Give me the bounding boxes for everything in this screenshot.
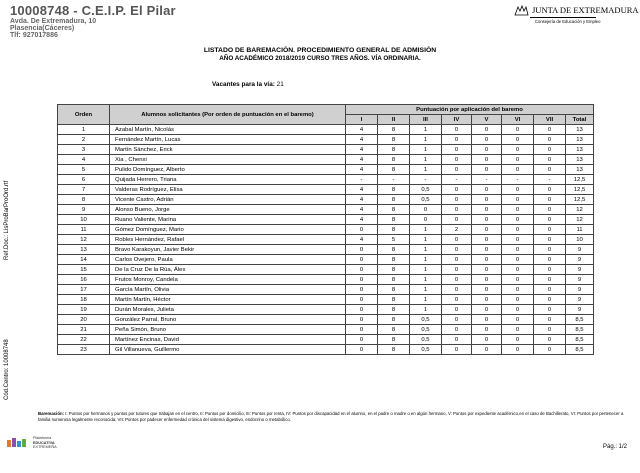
cell-orden: 12 bbox=[58, 235, 110, 245]
cell-v: 0 bbox=[472, 325, 502, 335]
cell-iv: 0 bbox=[442, 245, 472, 255]
table-row bbox=[58, 195, 594, 205]
cell-vii: - bbox=[534, 175, 566, 185]
cell-vii: 0 bbox=[534, 145, 566, 155]
cell-total: 12 bbox=[566, 215, 594, 225]
cell-nombre: Vicente Castro, Adrián bbox=[110, 195, 346, 205]
cell-orden: 3 bbox=[58, 145, 110, 155]
cell-iv: 0 bbox=[442, 205, 472, 215]
rayuela-line2: EDUCATIVA bbox=[33, 440, 55, 445]
cell-ii: 8 bbox=[378, 185, 410, 195]
cell-iii: 0,5 bbox=[410, 315, 442, 325]
table-row bbox=[58, 255, 594, 265]
cell-iii: 1 bbox=[410, 125, 442, 135]
cell-orden: 11 bbox=[58, 225, 110, 235]
cell-i: 0 bbox=[346, 335, 378, 345]
table-row bbox=[58, 235, 594, 245]
cell-vii: 0 bbox=[534, 305, 566, 315]
table-row bbox=[58, 185, 594, 195]
cell-orden: 10 bbox=[58, 215, 110, 225]
cell-nombre: Gómez Domínguez, Mario bbox=[110, 225, 346, 235]
cell-vii: 0 bbox=[534, 135, 566, 145]
cell-vii: 0 bbox=[534, 205, 566, 215]
page-number: Pág.: 1/2 bbox=[603, 444, 628, 450]
cell-i: 0 bbox=[346, 315, 378, 325]
cell-total: 8,5 bbox=[566, 335, 594, 345]
cell-iv: 0 bbox=[442, 125, 472, 135]
cell-i: 0 bbox=[346, 295, 378, 305]
school-city: Plasencia(Cáceres) bbox=[10, 24, 75, 32]
cell-ii: 8 bbox=[378, 165, 410, 175]
cell-orden: 2 bbox=[58, 135, 110, 145]
vacantes-label: Vacantes para la vía: bbox=[212, 81, 275, 88]
cell-total: 13 bbox=[566, 145, 594, 155]
cell-v: 0 bbox=[472, 215, 502, 225]
cell-vi: 0 bbox=[502, 285, 534, 295]
cell-nombre: Frutos Monroy, Candela bbox=[110, 275, 346, 285]
cell-i: 0 bbox=[346, 245, 378, 255]
cell-vii: 0 bbox=[534, 295, 566, 305]
cell-nombre: González Parral, Bruno bbox=[110, 315, 346, 325]
subheader-iv: IV bbox=[442, 115, 472, 125]
cell-ii: 8 bbox=[378, 325, 410, 335]
cell-vi: 0 bbox=[502, 335, 534, 345]
baremacion-table bbox=[57, 104, 594, 355]
cell-iii: 1 bbox=[410, 145, 442, 155]
cell-orden: 13 bbox=[58, 245, 110, 255]
cell-nombre: García Martín, Olivia bbox=[110, 285, 346, 295]
table-row bbox=[58, 165, 594, 175]
cell-vii: 0 bbox=[534, 165, 566, 175]
cell-orden: 18 bbox=[58, 295, 110, 305]
cell-iv: 0 bbox=[442, 295, 472, 305]
cell-i: 4 bbox=[346, 135, 378, 145]
cell-iii: - bbox=[410, 175, 442, 185]
cell-ii: 8 bbox=[378, 215, 410, 225]
cell-orden: 8 bbox=[58, 195, 110, 205]
cell-vii: 0 bbox=[534, 245, 566, 255]
rayuela-logo bbox=[6, 436, 57, 450]
cell-total: 12,5 bbox=[566, 195, 594, 205]
school-address: Avda. De Extremadura, 10 bbox=[10, 17, 97, 25]
junta-name: JUNTA DE EXTREMADURA bbox=[532, 5, 639, 15]
cell-v: 0 bbox=[472, 335, 502, 345]
table-row bbox=[58, 245, 594, 255]
cell-iv: 0 bbox=[442, 265, 472, 275]
school-header bbox=[10, 4, 176, 40]
table-row bbox=[58, 295, 594, 305]
subheader-i: I bbox=[346, 115, 378, 125]
cell-i: 4 bbox=[346, 215, 378, 225]
table-row bbox=[58, 265, 594, 275]
cell-nombre: Alonso Bueno, Jorge bbox=[110, 205, 346, 215]
cell-orden: 7 bbox=[58, 185, 110, 195]
cell-i: 0 bbox=[346, 255, 378, 265]
rayuela-line1: Plataforma bbox=[33, 436, 52, 440]
cell-vi: 0 bbox=[502, 255, 534, 265]
cell-v: 0 bbox=[472, 135, 502, 145]
cell-i: 0 bbox=[346, 305, 378, 315]
header-puntuacion: Puntuación por aplicación del baremo bbox=[346, 105, 594, 115]
cell-nombre: Fernández Martín, Lucas bbox=[110, 135, 346, 145]
cell-ii: 5 bbox=[378, 235, 410, 245]
cell-i: 4 bbox=[346, 155, 378, 165]
cell-vi: 0 bbox=[502, 265, 534, 275]
cell-vi: 0 bbox=[502, 245, 534, 255]
cell-ii: - bbox=[378, 175, 410, 185]
cell-ii: 8 bbox=[378, 335, 410, 345]
cell-iv: 0 bbox=[442, 305, 472, 315]
cell-iv: 0 bbox=[442, 275, 472, 285]
cell-orden: 20 bbox=[58, 315, 110, 325]
cell-total: 9 bbox=[566, 265, 594, 275]
cell-vi: 0 bbox=[502, 145, 534, 155]
document-title: LISTADO DE BAREMACIÓN. PROCEDIMIENTO GENERAL DE ADMISIÓN bbox=[203, 47, 437, 54]
cell-iii: 1 bbox=[410, 155, 442, 165]
cell-iv: 0 bbox=[442, 345, 472, 355]
cell-total: 8,5 bbox=[566, 325, 594, 335]
cell-orden: 16 bbox=[58, 275, 110, 285]
cell-vii: 0 bbox=[534, 235, 566, 245]
cell-v: 0 bbox=[472, 305, 502, 315]
side-cod-centro bbox=[3, 310, 11, 400]
cell-iv: 2 bbox=[442, 225, 472, 235]
cell-vi: 0 bbox=[502, 165, 534, 175]
cell-iv: 0 bbox=[442, 325, 472, 335]
cell-iv: 0 bbox=[442, 235, 472, 245]
cell-i: - bbox=[346, 175, 378, 185]
cell-orden: 5 bbox=[58, 165, 110, 175]
subheader-ii: II bbox=[378, 115, 410, 125]
cell-vii: 0 bbox=[534, 265, 566, 275]
cell-vii: 0 bbox=[534, 315, 566, 325]
table-row bbox=[58, 175, 594, 185]
cell-vi: 0 bbox=[502, 125, 534, 135]
cell-v: 0 bbox=[472, 345, 502, 355]
cell-ii: 8 bbox=[378, 345, 410, 355]
vacantes-line bbox=[212, 81, 284, 88]
cell-vi: 0 bbox=[502, 185, 534, 195]
table-body bbox=[58, 125, 594, 355]
school-phone: Tlf: 927017886 bbox=[10, 32, 58, 40]
cell-vii: 0 bbox=[534, 225, 566, 235]
cell-iv: 0 bbox=[442, 135, 472, 145]
table-row bbox=[58, 335, 594, 345]
cell-vi: - bbox=[502, 175, 534, 185]
cell-ii: 8 bbox=[378, 245, 410, 255]
cell-vi: 0 bbox=[502, 315, 534, 325]
cell-iii: 1 bbox=[410, 295, 442, 305]
cell-iv: 0 bbox=[442, 165, 472, 175]
cell-vi: 0 bbox=[502, 305, 534, 315]
cell-iii: 1 bbox=[410, 225, 442, 235]
cell-ii: 8 bbox=[378, 255, 410, 265]
subheader-total: Total bbox=[566, 115, 594, 125]
cell-iii: 1 bbox=[410, 285, 442, 295]
table-row bbox=[58, 205, 594, 215]
header-orden: Orden bbox=[58, 105, 110, 125]
cell-vii: 0 bbox=[534, 155, 566, 165]
cell-orden: 6 bbox=[58, 175, 110, 185]
cell-ii: 8 bbox=[378, 205, 410, 215]
cell-vi: 0 bbox=[502, 215, 534, 225]
cell-i: 0 bbox=[346, 345, 378, 355]
cell-nombre: Azabal Martín, Nicolás bbox=[110, 125, 346, 135]
cell-vii: 0 bbox=[534, 345, 566, 355]
cell-total: 9 bbox=[566, 305, 594, 315]
cell-i: 4 bbox=[346, 125, 378, 135]
cell-nombre: Xia , Chenxi bbox=[110, 155, 346, 165]
cell-vii: 0 bbox=[534, 335, 566, 345]
cell-i: 0 bbox=[346, 275, 378, 285]
table-row bbox=[58, 275, 594, 285]
cell-v: 0 bbox=[472, 205, 502, 215]
cell-total: 12 bbox=[566, 205, 594, 215]
cell-v: 0 bbox=[472, 195, 502, 205]
side-ref-text: Ref.Doc.: LisProBarProOrd.rtf bbox=[4, 180, 10, 260]
junta-emblem-icon bbox=[512, 4, 530, 17]
cell-iii: 0,5 bbox=[410, 195, 442, 205]
table-row bbox=[58, 215, 594, 225]
cell-nombre: Quijada Herrero, Triana bbox=[110, 175, 346, 185]
subheader-v: V bbox=[472, 115, 502, 125]
cell-iv: 0 bbox=[442, 315, 472, 325]
table-row bbox=[58, 345, 594, 355]
cell-i: 0 bbox=[346, 325, 378, 335]
cell-total: 13 bbox=[566, 165, 594, 175]
cell-v: 0 bbox=[472, 255, 502, 265]
cell-i: 4 bbox=[346, 205, 378, 215]
cell-nombre: De la Cruz De la Rúa, Álex bbox=[110, 265, 346, 275]
rayuela-text bbox=[33, 436, 57, 450]
footnote-label: Baremación: bbox=[38, 411, 65, 416]
cell-iii: 0,5 bbox=[410, 335, 442, 345]
cell-nombre: Robles Hernández, Rafael bbox=[110, 235, 346, 245]
table-row bbox=[58, 315, 594, 325]
cell-v: 0 bbox=[472, 245, 502, 255]
cell-iv: 0 bbox=[442, 215, 472, 225]
footnote-text: I: Puntos por hermanos y puntos por tutores que trabajan en el centro, II: Puntos por domicilio, III: Puntos por renta, IV: Puntos por discapacidad en el alumno, en el padre o madre o en algún hermano, V: Puntos por expediente académico,en el caso de Bachillerato, VI: Puntos por pertenecer a familia numerosa legalmente reconocida, VII: Puntos por padecer enfermedad crónica del sistema digestivo, endocrino o metabólico. bbox=[38, 411, 624, 422]
cell-iii: 1 bbox=[410, 305, 442, 315]
document-subtitle: AÑO ACADÉMICO 2018/2019 CURSO TRES AÑOS. VÍA ORDINARIA. bbox=[219, 55, 421, 62]
cell-vi: 0 bbox=[502, 325, 534, 335]
cell-iv: - bbox=[442, 175, 472, 185]
cell-v: 0 bbox=[472, 145, 502, 155]
cell-ii: 8 bbox=[378, 225, 410, 235]
school-title: 10008748 - C.E.I.P. El Pilar bbox=[10, 3, 176, 18]
cell-v: 0 bbox=[472, 315, 502, 325]
cell-total: 9 bbox=[566, 285, 594, 295]
cell-v: 0 bbox=[472, 285, 502, 295]
cell-iii: 0 bbox=[410, 205, 442, 215]
cell-iii: 1 bbox=[410, 265, 442, 275]
side-cod-text: Cód.Centro: 10008748 bbox=[4, 339, 10, 400]
cell-vi: 0 bbox=[502, 295, 534, 305]
cell-orden: 9 bbox=[58, 205, 110, 215]
cell-iv: 0 bbox=[442, 155, 472, 165]
table-row bbox=[58, 135, 594, 145]
cell-ii: 8 bbox=[378, 195, 410, 205]
cell-total: 9 bbox=[566, 275, 594, 285]
cell-i: 4 bbox=[346, 165, 378, 175]
cell-vii: 0 bbox=[534, 285, 566, 295]
cell-v: 0 bbox=[472, 265, 502, 275]
cell-v: 0 bbox=[472, 235, 502, 245]
cell-nombre: Valderas Rodríguez, Elisa bbox=[110, 185, 346, 195]
cell-ii: 8 bbox=[378, 145, 410, 155]
cell-nombre: Peña Simón, Bruno bbox=[110, 325, 346, 335]
rayuela-line3: EXTREMEÑA bbox=[33, 445, 57, 449]
cell-orden: 15 bbox=[58, 265, 110, 275]
cell-vi: 0 bbox=[502, 225, 534, 235]
cell-total: 10 bbox=[566, 235, 594, 245]
cell-i: 4 bbox=[346, 145, 378, 155]
cell-orden: 17 bbox=[58, 285, 110, 295]
junta-rule bbox=[530, 17, 596, 18]
cell-iii: 1 bbox=[410, 245, 442, 255]
cell-vi: 0 bbox=[502, 155, 534, 165]
table-row bbox=[58, 145, 594, 155]
cell-nombre: Ruano Valiente, Marina bbox=[110, 215, 346, 225]
cell-orden: 19 bbox=[58, 305, 110, 315]
cell-v: 0 bbox=[472, 295, 502, 305]
cell-iii: 1 bbox=[410, 275, 442, 285]
cell-ii: 8 bbox=[378, 295, 410, 305]
cell-total: 9 bbox=[566, 295, 594, 305]
cell-v: 0 bbox=[472, 155, 502, 165]
cell-v: 0 bbox=[472, 125, 502, 135]
cell-total: 13 bbox=[566, 125, 594, 135]
cell-iv: 0 bbox=[442, 255, 472, 265]
cell-i: 0 bbox=[346, 225, 378, 235]
cell-iv: 0 bbox=[442, 185, 472, 195]
subheader-iii: III bbox=[410, 115, 442, 125]
table-row bbox=[58, 125, 594, 135]
vacantes-value: 21 bbox=[276, 81, 284, 88]
cell-vi: 0 bbox=[502, 235, 534, 245]
cell-total: 13 bbox=[566, 155, 594, 165]
cell-ii: 8 bbox=[378, 265, 410, 275]
subheader-vi: VI bbox=[502, 115, 534, 125]
cell-orden: 22 bbox=[58, 335, 110, 345]
cell-v: 0 bbox=[472, 225, 502, 235]
table-row bbox=[58, 155, 594, 165]
cell-nombre: Carlos Ovejero, Paula bbox=[110, 255, 346, 265]
cell-i: 4 bbox=[346, 235, 378, 245]
cell-iv: 0 bbox=[442, 285, 472, 295]
cell-nombre: Martín Martín, Héctor bbox=[110, 295, 346, 305]
cell-vii: 0 bbox=[534, 185, 566, 195]
cell-orden: 14 bbox=[58, 255, 110, 265]
table-row bbox=[58, 285, 594, 295]
cell-orden: 4 bbox=[58, 155, 110, 165]
cell-iii: 1 bbox=[410, 255, 442, 265]
cell-vii: 0 bbox=[534, 275, 566, 285]
cell-iii: 1 bbox=[410, 165, 442, 175]
junta-logo-block bbox=[512, 4, 639, 24]
cell-v: 0 bbox=[472, 185, 502, 195]
cell-nombre: Bravo Karakoyun, Javier Bekir bbox=[110, 245, 346, 255]
cell-v: 0 bbox=[472, 275, 502, 285]
cell-vii: 0 bbox=[534, 255, 566, 265]
side-ref-doc bbox=[3, 160, 11, 260]
cell-i: 0 bbox=[346, 265, 378, 275]
cell-ii: 8 bbox=[378, 135, 410, 145]
cell-vii: 0 bbox=[534, 215, 566, 225]
cell-v: 0 bbox=[472, 165, 502, 175]
footnote bbox=[38, 411, 628, 423]
cell-ii: 8 bbox=[378, 155, 410, 165]
subheader-vii: VII bbox=[534, 115, 566, 125]
cell-iii: 0,5 bbox=[410, 185, 442, 195]
cell-iii: 0 bbox=[410, 215, 442, 225]
cell-i: 4 bbox=[346, 195, 378, 205]
cell-total: 11 bbox=[566, 225, 594, 235]
cell-vii: 0 bbox=[534, 125, 566, 135]
cell-vi: 0 bbox=[502, 195, 534, 205]
cell-vi: 0 bbox=[502, 205, 534, 215]
cell-ii: 8 bbox=[378, 125, 410, 135]
cell-total: 12,5 bbox=[566, 185, 594, 195]
cell-iii: 1 bbox=[410, 135, 442, 145]
cell-nombre: Gil Villanueva, Guillermo bbox=[110, 345, 346, 355]
cell-nombre: Martín Sánchez, Erick bbox=[110, 145, 346, 155]
cell-orden: 1 bbox=[58, 125, 110, 135]
cell-vi: 0 bbox=[502, 345, 534, 355]
cell-nombre: Durán Morales, Julieta bbox=[110, 305, 346, 315]
cell-ii: 8 bbox=[378, 275, 410, 285]
cell-ii: 8 bbox=[378, 315, 410, 325]
cell-ii: 8 bbox=[378, 305, 410, 315]
junta-subtitle: Consejería de Educación y Empleo bbox=[535, 19, 601, 24]
cell-total: 8,5 bbox=[566, 345, 594, 355]
table-row bbox=[58, 305, 594, 315]
cell-total: 9 bbox=[566, 255, 594, 265]
cell-iii: 0,5 bbox=[410, 345, 442, 355]
rayuela-icon bbox=[6, 437, 30, 449]
cell-total: 13 bbox=[566, 135, 594, 145]
cell-vi: 0 bbox=[502, 275, 534, 285]
cell-orden: 23 bbox=[58, 345, 110, 355]
cell-iii: 0,5 bbox=[410, 325, 442, 335]
cell-orden: 21 bbox=[58, 325, 110, 335]
cell-nombre: Pulido Domínguez, Alberto bbox=[110, 165, 346, 175]
cell-i: 0 bbox=[346, 285, 378, 295]
header-alumnos: Alumnos solicitantes (Por orden de puntuación en el baremo) bbox=[110, 105, 346, 125]
cell-vi: 0 bbox=[502, 135, 534, 145]
table-row bbox=[58, 225, 594, 235]
cell-vii: 0 bbox=[534, 325, 566, 335]
cell-total: 9 bbox=[566, 245, 594, 255]
cell-iv: 0 bbox=[442, 335, 472, 345]
cell-total: 12,5 bbox=[566, 175, 594, 185]
cell-total: 8,5 bbox=[566, 315, 594, 325]
cell-i: 4 bbox=[346, 185, 378, 195]
cell-iv: 0 bbox=[442, 145, 472, 155]
table-row bbox=[58, 325, 594, 335]
cell-vii: 0 bbox=[534, 195, 566, 205]
cell-iv: 0 bbox=[442, 195, 472, 205]
cell-iii: 1 bbox=[410, 235, 442, 245]
cell-ii: 8 bbox=[378, 285, 410, 295]
cell-v: - bbox=[472, 175, 502, 185]
cell-nombre: Martínez Encinas, David bbox=[110, 335, 346, 345]
